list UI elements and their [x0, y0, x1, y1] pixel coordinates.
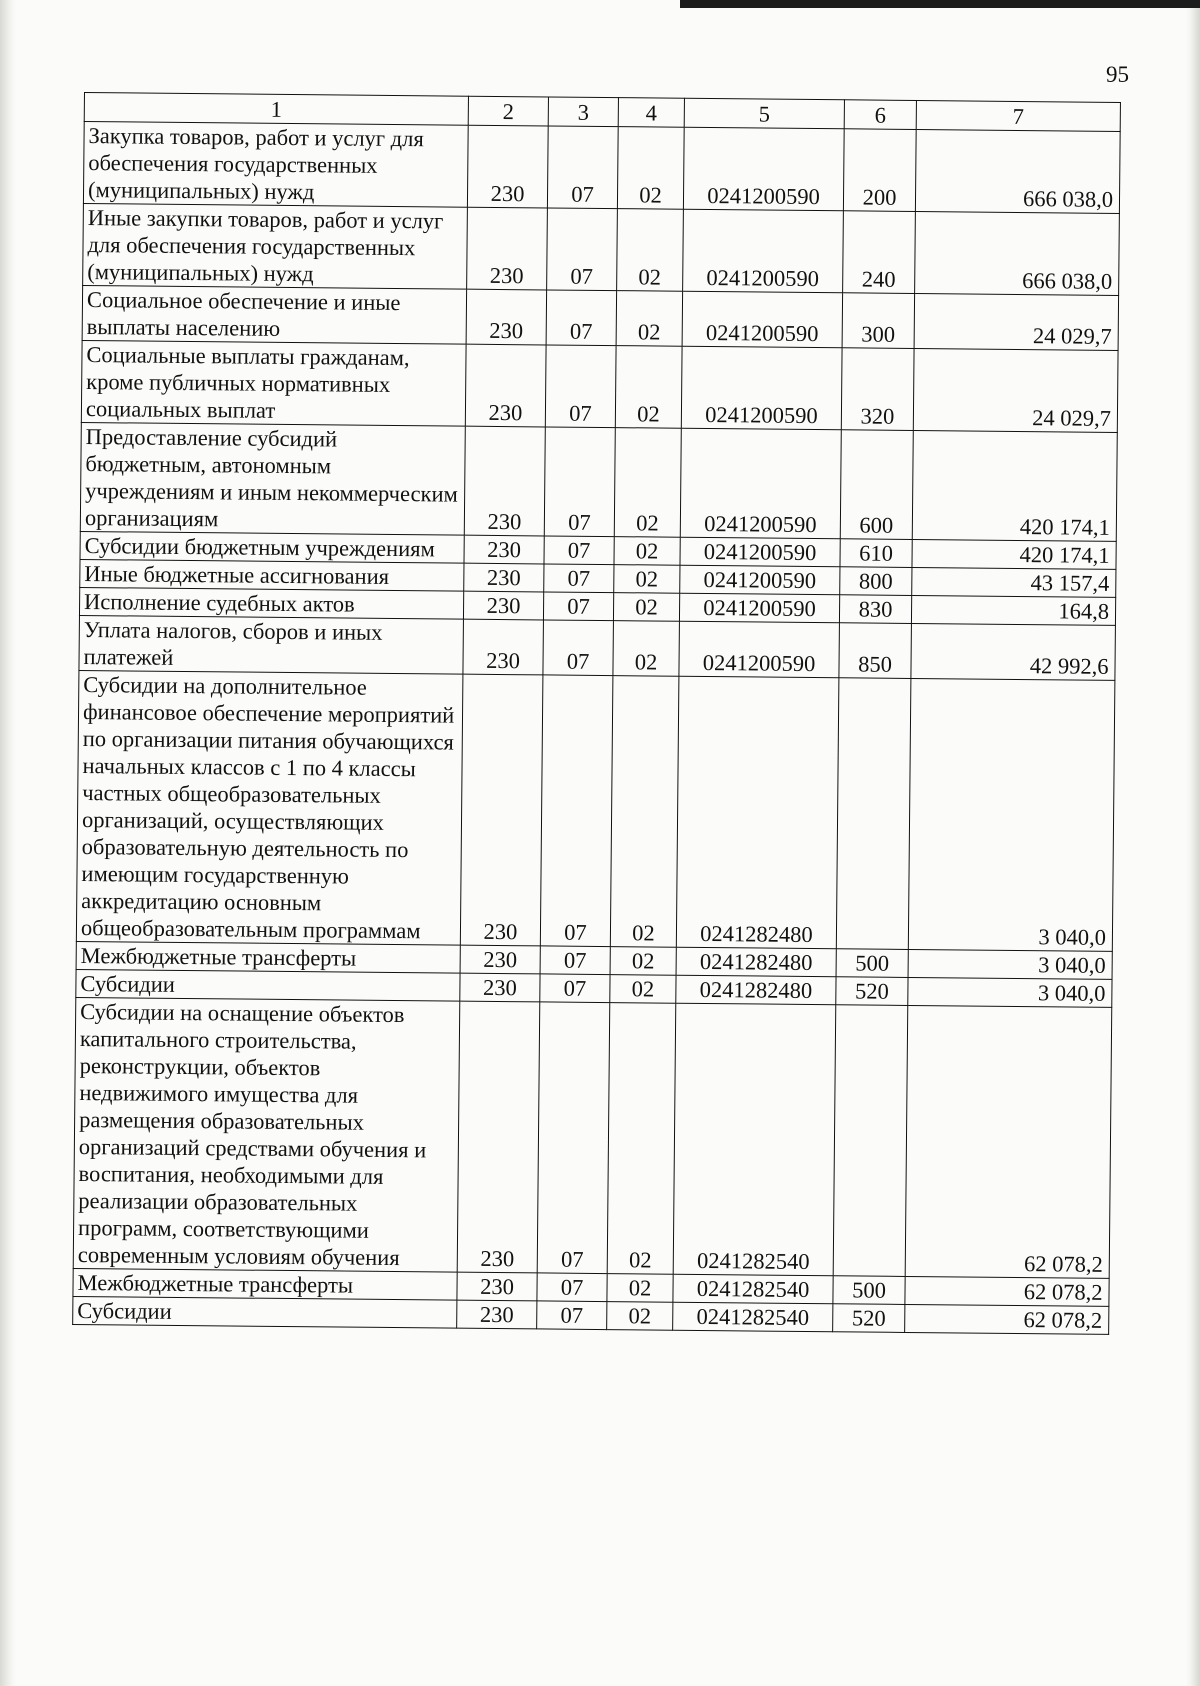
- row-amount: 43 157,4: [912, 567, 1116, 597]
- row-grbs: 230: [467, 125, 548, 208]
- row-section: 07: [546, 290, 617, 346]
- row-subsection: 02: [613, 621, 680, 677]
- row-amount: 24 029,7: [914, 293, 1119, 350]
- row-name: Уплата налогов, сборов и иных платежей: [79, 615, 464, 674]
- row-target-article: 0241200590: [679, 621, 840, 678]
- scan-top-bar: [680, 0, 1200, 8]
- row-subsection: 02: [614, 428, 681, 538]
- header-cell: 3: [548, 97, 618, 127]
- table-row: [83, 203, 1120, 295]
- row-name: Субсидии: [76, 969, 460, 1001]
- table-row: [79, 615, 1115, 680]
- row-target-article: 0241200590: [679, 593, 839, 623]
- scan-edge-left: [0, 0, 16, 1686]
- header-cell: 2: [468, 96, 548, 126]
- row-expense-type: 200: [843, 129, 916, 212]
- row-amount: 420 174,1: [912, 539, 1116, 569]
- row-amount: 666 038,0: [915, 211, 1120, 295]
- row-target-article: 0241282540: [673, 1302, 833, 1332]
- row-section: 07: [544, 427, 615, 537]
- row-expense-type: 320: [841, 348, 914, 431]
- row-name: Иные закупки товаров, работ и услуг для обеспечения государственных (муниципальных) нужд: [83, 203, 468, 289]
- row-subsection: 02: [614, 565, 680, 594]
- header-cell: 1: [84, 93, 468, 126]
- row-subsection: 02: [614, 537, 680, 566]
- row-expense-type: [833, 1005, 908, 1277]
- row-amount: 62 078,2: [905, 1005, 1112, 1278]
- row-expense-type: 500: [833, 1276, 905, 1305]
- row-subsection: 02: [610, 676, 679, 948]
- row-section: 07: [544, 536, 614, 565]
- row-expense-type: 240: [843, 211, 916, 294]
- row-section: 07: [537, 1273, 607, 1302]
- row-target-article: 0241200590: [682, 291, 843, 348]
- row-section: 07: [547, 208, 618, 291]
- row-expense-type: [836, 678, 911, 950]
- row-target-article: 0241282480: [676, 676, 839, 949]
- row-expense-type: 520: [833, 1304, 905, 1333]
- row-expense-type: 600: [840, 430, 913, 540]
- row-name: Межбюджетные трансферты: [73, 1268, 457, 1300]
- row-target-article: 0241200590: [681, 346, 842, 430]
- row-amount: 164,8: [911, 595, 1115, 625]
- row-section: 07: [545, 345, 616, 428]
- document-body: [72, 92, 1121, 1335]
- row-name: Субсидии бюджетным учреждениям: [80, 531, 464, 563]
- table-row: [73, 997, 1112, 1278]
- row-subsection: 02: [607, 1302, 673, 1331]
- row-section: 07: [543, 592, 613, 621]
- row-grbs: 230: [457, 1001, 540, 1273]
- row-expense-type: 300: [842, 293, 915, 349]
- row-amount: 42 992,6: [911, 623, 1116, 680]
- row-subsection: 02: [610, 947, 676, 976]
- row-section: 07: [543, 620, 614, 676]
- page-number: 95: [1106, 62, 1129, 87]
- row-subsection: 02: [613, 593, 679, 622]
- row-subsection: 02: [617, 127, 684, 210]
- row-expense-type: 500: [836, 949, 908, 978]
- row-grbs: 230: [466, 289, 547, 345]
- row-subsection: 02: [610, 975, 676, 1004]
- budget-table: [72, 92, 1121, 1335]
- row-subsection: 02: [616, 291, 683, 347]
- row-target-article: 0241200590: [680, 428, 841, 539]
- row-subsection: 02: [615, 346, 682, 429]
- table-row: [82, 285, 1118, 350]
- row-expense-type: 850: [839, 623, 912, 679]
- row-target-article: 0241200590: [683, 127, 844, 211]
- header-cell: 6: [844, 100, 916, 130]
- row-amount: 420 174,1: [912, 430, 1117, 541]
- row-target-article: 0241200590: [680, 565, 840, 595]
- row-grbs: 230: [460, 674, 543, 946]
- row-grbs: 230: [460, 973, 540, 1002]
- row-target-article: 0241282540: [673, 1003, 836, 1276]
- row-section: 07: [537, 1301, 607, 1330]
- row-amount: 3 040,0: [908, 949, 1112, 979]
- row-grbs: 230: [457, 1272, 537, 1301]
- row-grbs: 230: [464, 535, 544, 564]
- row-section: 07: [547, 126, 618, 209]
- row-name: Социальные выплаты гражданам, кроме публичных нормативных социальных выплат: [81, 340, 466, 426]
- row-amount: 24 029,7: [913, 348, 1118, 432]
- row-subsection: 02: [617, 209, 684, 292]
- header-cell: 5: [684, 98, 844, 129]
- row-name: Межбюджетные трансферты: [76, 941, 460, 973]
- header-cell: 7: [916, 100, 1120, 131]
- row-target-article: 0241282540: [673, 1274, 833, 1304]
- table-row: [81, 340, 1118, 432]
- row-grbs: 230: [467, 207, 548, 290]
- row-name: Иные бюджетные ассигнования: [80, 559, 464, 591]
- row-target-article: 0241200590: [680, 537, 840, 567]
- row-name: Субсидии на дополнительное финансовое обеспечение мероприятий по организации питания обучающихся начальных классов с 1 по 4 классы частных общеобразовательных организаций, осуществляющих образовательную деятельность по имеющим государственную аккредитацию основным общеобразовательным программам: [76, 670, 463, 945]
- scan-edge-right: [1186, 0, 1200, 1686]
- row-amount: 62 078,2: [905, 1304, 1109, 1334]
- table-row: [80, 422, 1117, 541]
- row-name: Закупка товаров, работ и услуг для обеспечения государственных (муниципальных) нужд: [83, 122, 468, 208]
- row-amount: 666 038,0: [915, 129, 1120, 213]
- row-amount: 3 040,0: [908, 977, 1112, 1007]
- row-grbs: 230: [463, 619, 544, 675]
- row-section: 07: [540, 946, 610, 975]
- row-grbs: 230: [460, 945, 540, 974]
- row-grbs: 230: [463, 591, 543, 620]
- row-name: Субсидии на оснащение объектов капитального строительства, реконструкции, объектов недвижимого имущества для размещения образовательных организаций средствами обучения и воспитания, необходимыми для реализации образовательных программ, соответствующими современным условиям обучения: [73, 997, 460, 1272]
- row-subsection: 02: [607, 1274, 673, 1303]
- row-section: 07: [537, 1002, 610, 1274]
- row-expense-type: 520: [836, 977, 908, 1006]
- row-subsection: 02: [607, 1003, 676, 1275]
- row-name: Предоставление субсидий бюджетным, автономным учреждениям и иным некоммерческим организациям: [80, 422, 465, 535]
- table-row: [83, 122, 1120, 214]
- table-body: [73, 122, 1121, 1335]
- row-grbs: 230: [464, 426, 545, 536]
- row-name: Социальное обеспечение и иные выплаты населению: [82, 285, 467, 344]
- row-grbs: 230: [465, 344, 546, 427]
- row-grbs: 230: [457, 1300, 537, 1329]
- row-expense-type: 800: [840, 567, 912, 596]
- row-section: 07: [540, 675, 613, 947]
- row-expense-type: 610: [840, 539, 912, 568]
- row-expense-type: 830: [839, 595, 911, 624]
- row-target-article: 0241200590: [683, 209, 844, 293]
- row-name: Субсидии: [73, 1296, 457, 1328]
- row-section: 07: [544, 564, 614, 593]
- row-name: Исполнение судебных актов: [79, 587, 463, 619]
- row-grbs: 230: [464, 563, 544, 592]
- header-cell: 4: [618, 98, 684, 128]
- row-target-article: 0241282480: [676, 947, 836, 977]
- row-amount: 62 078,2: [905, 1276, 1109, 1306]
- row-section: 07: [540, 974, 610, 1003]
- row-amount: 3 040,0: [908, 678, 1115, 951]
- row-target-article: 0241282480: [676, 975, 836, 1005]
- table-row: [76, 670, 1115, 951]
